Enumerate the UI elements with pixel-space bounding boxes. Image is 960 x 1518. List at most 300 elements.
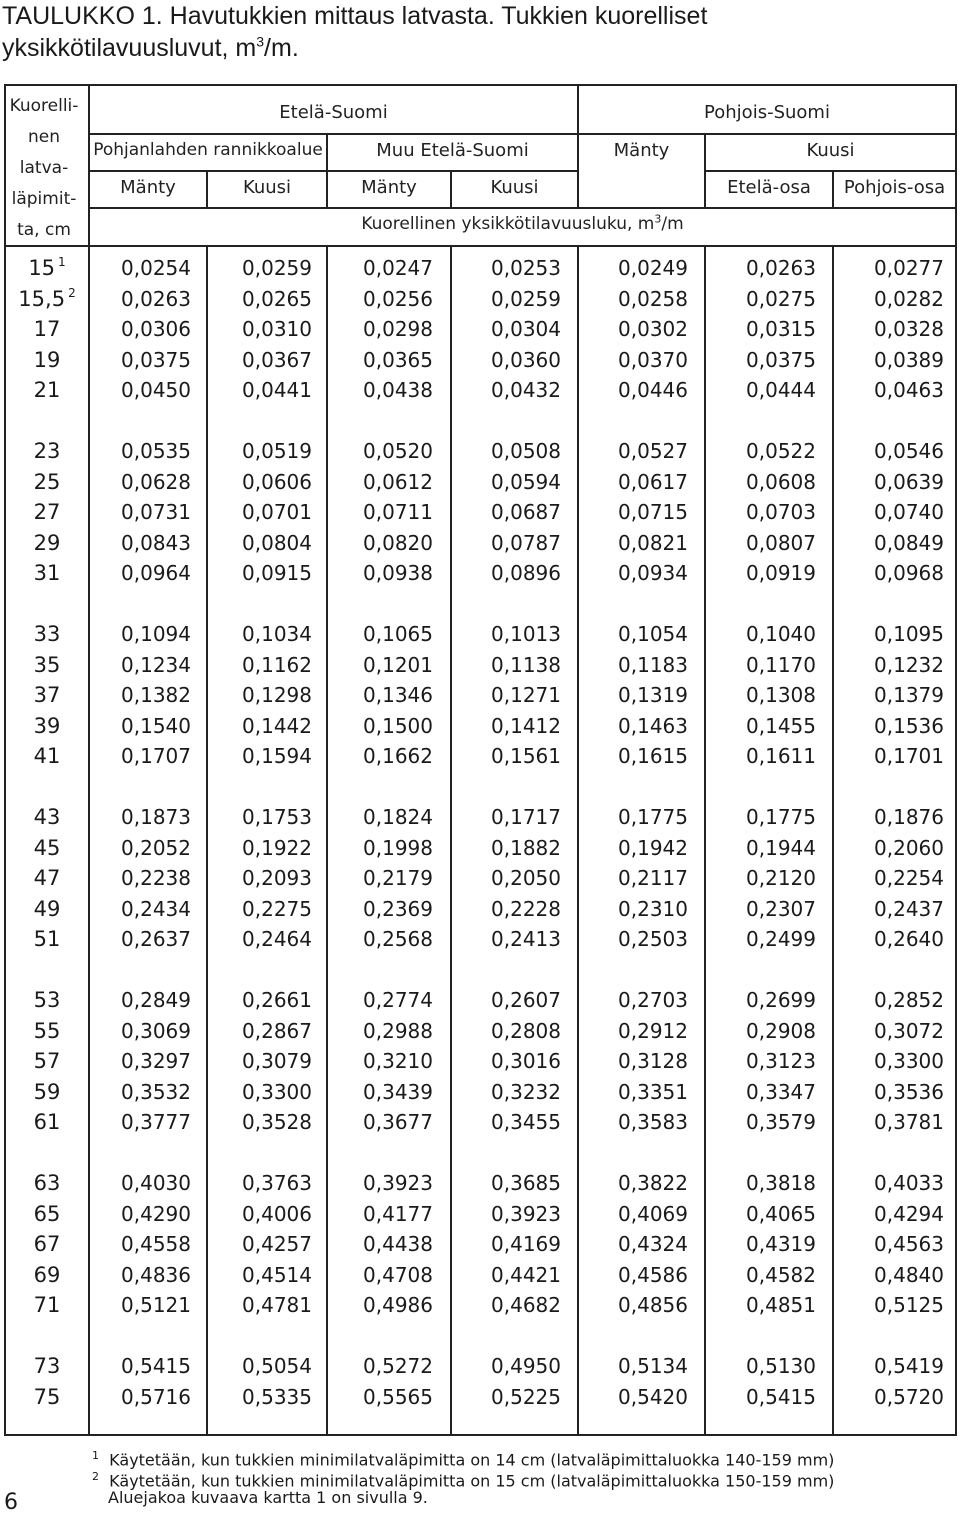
table-cell: 0,3297 xyxy=(121,1049,191,1074)
row-diameter-label xyxy=(7,680,87,710)
table-cell: 0,0508 xyxy=(491,439,561,463)
table-cell: 0,2179 xyxy=(363,866,433,891)
row-diameter-value: 39 xyxy=(33,713,61,738)
table-cell: 0,1234 xyxy=(121,652,191,677)
north-pine-header: Mänty xyxy=(613,140,670,161)
table-cell: 0,0687 xyxy=(491,500,561,525)
unit-label xyxy=(90,214,955,234)
row-diameter-value: 45 xyxy=(33,835,61,860)
table-cell: 0,0304 xyxy=(491,317,561,342)
col-divider-body-7 xyxy=(832,245,834,1434)
table-cell: 0,2437 xyxy=(874,896,944,921)
row-footnote-mark: 1 xyxy=(58,255,66,269)
row-diameter-value: 55 xyxy=(33,1018,61,1043)
row-diameter-label xyxy=(7,863,87,893)
table-cell: 0,3677 xyxy=(363,1110,433,1135)
table-cell: 0,0807 xyxy=(746,530,816,555)
table-cell: 0,5420 xyxy=(618,1384,688,1409)
table-cell: 0,3072 xyxy=(874,1018,944,1043)
table-cell: 0,3532 xyxy=(121,1079,191,1104)
table-cell: 0,4558 xyxy=(121,1232,191,1257)
table-cell: 0,2228 xyxy=(491,896,561,921)
table-cell: 0,2908 xyxy=(746,1018,816,1043)
table-cell: 0,1717 xyxy=(491,805,561,829)
table-cell: 0,1611 xyxy=(746,744,816,769)
table-cell: 0,3536 xyxy=(874,1079,944,1104)
row-diameter-value: 61 xyxy=(33,1110,61,1135)
table-cell: 0,3822 xyxy=(618,1171,688,1195)
table-cell: 0,1942 xyxy=(618,835,688,860)
table-cell: 0,1873 xyxy=(121,805,191,829)
table-cell: 0,4836 xyxy=(121,1262,191,1287)
row-diameter-value: 73 xyxy=(33,1354,61,1378)
row-diameter-label xyxy=(7,1077,87,1107)
table-cell: 0,5565 xyxy=(363,1384,433,1409)
table-cell: 0,0259 xyxy=(242,256,312,280)
row-diameter-label xyxy=(7,1351,87,1381)
table-cell: 0,1170 xyxy=(746,652,816,677)
table-cell: 0,1944 xyxy=(746,835,816,860)
table-cell: 0,0253 xyxy=(491,256,561,280)
row-header-line: läpimit- xyxy=(11,189,77,209)
table-cell: 0,0546 xyxy=(874,439,944,463)
table-cell: 0,0821 xyxy=(618,530,688,555)
row-diameter-label xyxy=(7,253,87,283)
table-cell: 0,0968 xyxy=(874,561,944,586)
table-cell: 0,3300 xyxy=(874,1049,944,1074)
table-cell: 0,2464 xyxy=(242,927,312,952)
table-cell: 0,1095 xyxy=(874,622,944,646)
table-cell: 0,3685 xyxy=(491,1171,561,1195)
row-diameter-value: 37 xyxy=(33,683,61,708)
header-rule-2b xyxy=(704,170,955,172)
table-cell: 0,3300 xyxy=(242,1079,312,1104)
table-cell: 0,4169 xyxy=(491,1232,561,1257)
table-cell: 0,0328 xyxy=(874,317,944,342)
table-cell: 0,0519 xyxy=(242,439,312,463)
row-diameter-label xyxy=(7,894,87,924)
table-cell: 0,0265 xyxy=(242,286,312,311)
table-cell: 0,4682 xyxy=(491,1293,561,1318)
table-cell: 0,2060 xyxy=(874,835,944,860)
row-diameter-label xyxy=(7,1229,87,1259)
row-diameter-value: 65 xyxy=(33,1201,61,1226)
table-cell: 0,1876 xyxy=(874,805,944,829)
row-diameter-value: 41 xyxy=(33,744,61,769)
table-cell: 0,3781 xyxy=(874,1110,944,1135)
table-cell: 0,4294 xyxy=(874,1201,944,1226)
table-cell: 0,3210 xyxy=(363,1049,433,1074)
table-cell: 0,3347 xyxy=(746,1079,816,1104)
table-cell: 0,0258 xyxy=(618,286,688,311)
table-cell: 0,0375 xyxy=(746,347,816,372)
table-cell: 0,0256 xyxy=(363,286,433,311)
table-cell: 0,0302 xyxy=(618,317,688,342)
table-cell: 0,0804 xyxy=(242,530,312,555)
table-cell: 0,3232 xyxy=(491,1079,561,1104)
table-cell: 0,5272 xyxy=(363,1354,433,1378)
row-diameter-label xyxy=(7,650,87,680)
table-cell: 0,2310 xyxy=(618,896,688,921)
table-cell: 0,4319 xyxy=(746,1232,816,1257)
subregion-coast-header: Pohjanlahden rannikkoalue xyxy=(93,140,323,160)
table-cell: 0,5054 xyxy=(242,1354,312,1378)
table-cell: 0,1379 xyxy=(874,683,944,708)
row-diameter-value: 15 xyxy=(28,256,56,280)
table-cell: 0,1271 xyxy=(491,683,561,708)
row-diameter-label xyxy=(7,284,87,314)
table-cell: 0,1232 xyxy=(874,652,944,677)
table-cell: 0,3528 xyxy=(242,1110,312,1135)
table-cell: 0,0441 xyxy=(242,378,312,403)
table-cell: 0,3128 xyxy=(618,1049,688,1074)
page-title xyxy=(2,0,952,64)
table-cell: 0,0522 xyxy=(746,439,816,463)
table-cell: 0,3777 xyxy=(121,1110,191,1135)
table-cell: 0,0527 xyxy=(618,439,688,463)
row-diameter-label xyxy=(7,833,87,863)
table-cell: 0,4563 xyxy=(874,1232,944,1257)
table-cell: 0,0915 xyxy=(242,561,312,586)
table-cell: 0,1824 xyxy=(363,805,433,829)
table-cell: 0,5134 xyxy=(618,1354,688,1378)
unit-label-sup: 3 xyxy=(654,212,662,226)
table-cell: 0,0310 xyxy=(242,317,312,342)
table-cell: 0,4851 xyxy=(746,1293,816,1318)
table-cell: 0,0298 xyxy=(363,317,433,342)
row-header-line: latva- xyxy=(19,158,69,178)
row-diameter-label xyxy=(7,1168,87,1198)
region-south-header: Etelä-Suomi xyxy=(279,102,388,123)
table-cell: 0,1346 xyxy=(363,683,433,708)
table-cell: 0,4324 xyxy=(618,1232,688,1257)
table-cell: 0,1775 xyxy=(746,805,816,829)
table-cell: 0,1701 xyxy=(874,744,944,769)
table-cell: 0,0375 xyxy=(121,347,191,372)
subregion-other-header: Muu Etelä-Suomi xyxy=(376,140,529,161)
row-diameter-value: 47 xyxy=(33,866,61,891)
table-cell: 0,0849 xyxy=(874,530,944,555)
table-cell: 0,4586 xyxy=(618,1262,688,1287)
table-cell: 0,4840 xyxy=(874,1262,944,1287)
table-cell: 0,2699 xyxy=(746,988,816,1012)
table-cell: 0,4582 xyxy=(746,1262,816,1287)
footnote-mark: 2 xyxy=(92,1470,99,1483)
footnote-mark: 1 xyxy=(92,1449,99,1462)
table-cell: 0,0446 xyxy=(618,378,688,403)
row-diameter-label xyxy=(7,314,87,344)
table-cell: 0,1775 xyxy=(618,805,688,829)
row-diameter-value: 67 xyxy=(33,1232,61,1257)
table-cell: 0,0444 xyxy=(746,378,816,403)
table-cell: 0,5720 xyxy=(874,1384,944,1409)
table-cell: 0,4708 xyxy=(363,1262,433,1287)
table-cell: 0,5225 xyxy=(491,1384,561,1409)
table-cell: 0,0360 xyxy=(491,347,561,372)
row-header-line: Kuorelli- xyxy=(9,96,79,116)
table-cell: 0,1536 xyxy=(874,713,944,738)
table-cell: 0,2050 xyxy=(491,866,561,891)
table-cell: 0,1308 xyxy=(746,683,816,708)
table-cell: 0,0701 xyxy=(242,500,312,525)
table-cell: 0,0306 xyxy=(121,317,191,342)
row-diameter-label xyxy=(7,1199,87,1229)
header-rule-4 xyxy=(6,245,955,247)
row-diameter-label xyxy=(7,985,87,1015)
row-diameter-value: 63 xyxy=(33,1171,61,1195)
row-diameter-value: 35 xyxy=(33,652,61,677)
table-cell: 0,1500 xyxy=(363,713,433,738)
row-diameter-label xyxy=(7,1016,87,1046)
table-cell: 0,1998 xyxy=(363,835,433,860)
unit-label-unit: /m xyxy=(661,214,684,234)
row-diameter-label xyxy=(7,497,87,527)
table-cell: 0,1442 xyxy=(242,713,312,738)
table-cell: 0,2607 xyxy=(491,988,561,1012)
table-cell: 0,0639 xyxy=(874,469,944,494)
table-cell: 0,0259 xyxy=(491,286,561,311)
row-diameter-label xyxy=(7,741,87,771)
table-cell: 0,4257 xyxy=(242,1232,312,1257)
table-cell: 0,1094 xyxy=(121,622,191,646)
table-cell: 0,3016 xyxy=(491,1049,561,1074)
row-diameter-value: 31 xyxy=(33,561,61,586)
page-number: 6 xyxy=(4,1490,18,1515)
table-cell: 0,5125 xyxy=(874,1293,944,1318)
table-cell: 0,2912 xyxy=(618,1018,688,1043)
table-cell: 0,2637 xyxy=(121,927,191,952)
table-cell: 0,2849 xyxy=(121,988,191,1012)
table-cell: 0,4438 xyxy=(363,1232,433,1257)
header-rule-1b xyxy=(577,133,955,135)
species-pine-1: Mänty xyxy=(120,177,176,198)
table-cell: 0,1463 xyxy=(618,713,688,738)
table-cell: 0,1034 xyxy=(242,622,312,646)
table-cell: 0,2307 xyxy=(746,896,816,921)
row-diameter-label xyxy=(7,467,87,497)
table-cell: 0,0628 xyxy=(121,469,191,494)
row-diameter-label xyxy=(7,1107,87,1137)
table-cell: 0,1662 xyxy=(363,744,433,769)
table-cell: 0,2093 xyxy=(242,866,312,891)
table-cell: 0,0367 xyxy=(242,347,312,372)
table-cell: 0,3455 xyxy=(491,1110,561,1135)
table-cell: 0,0520 xyxy=(363,439,433,463)
row-diameter-value: 19 xyxy=(33,347,61,372)
row-diameter-value: 33 xyxy=(33,622,61,646)
table-cell: 0,0315 xyxy=(746,317,816,342)
table-cell: 0,4950 xyxy=(491,1354,561,1378)
north-spruce-header: Kuusi xyxy=(806,140,855,161)
row-header-line: ta, cm xyxy=(17,220,71,240)
table-cell: 0,0365 xyxy=(363,347,433,372)
table-cell: 0,0247 xyxy=(363,256,433,280)
table-cell: 0,2434 xyxy=(121,896,191,921)
row-diameter-label xyxy=(7,619,87,649)
table-cell: 0,3923 xyxy=(363,1171,433,1195)
col-divider-body-3 xyxy=(326,245,328,1434)
table-cell: 0,0711 xyxy=(363,500,433,525)
row-diameter-value: 25 xyxy=(33,469,61,494)
table-cell: 0,2369 xyxy=(363,896,433,921)
table-cell: 0,3583 xyxy=(618,1110,688,1135)
species-spruce-2: Kuusi xyxy=(490,177,539,198)
table-cell: 0,1382 xyxy=(121,683,191,708)
table-cell: 0,1922 xyxy=(242,835,312,860)
table-cell: 0,2499 xyxy=(746,927,816,952)
table-cell: 0,2640 xyxy=(874,927,944,952)
title-line-1: TAULUKKO 1. Havutukkien mittaus latvasta. Tukkien kuorelliset xyxy=(2,2,708,30)
table-cell: 0,3351 xyxy=(618,1079,688,1104)
table-cell: 0,5415 xyxy=(746,1384,816,1409)
footnote-text: Käytetään, kun tukkien minimilatvaläpimitta on 15 cm (latvaläpimittaluokka 150-159 mm) xyxy=(109,1471,835,1491)
header-rule-2 xyxy=(88,170,577,172)
row-diameter-label xyxy=(7,711,87,741)
table-cell: 0,1540 xyxy=(121,713,191,738)
table-cell: 0,0964 xyxy=(121,561,191,586)
row-diameter-label xyxy=(7,1046,87,1076)
table-cell: 0,4065 xyxy=(746,1201,816,1226)
table-cell: 0,2238 xyxy=(121,866,191,891)
table-cell: 0,2661 xyxy=(242,988,312,1012)
row-diameter-label xyxy=(7,924,87,954)
table-cell: 0,0263 xyxy=(121,286,191,311)
row-diameter-label xyxy=(7,436,87,466)
row-diameter-label xyxy=(7,1290,87,1320)
species-pine-2: Mänty xyxy=(361,177,417,198)
table-cell: 0,0450 xyxy=(121,378,191,403)
table-cell: 0,0275 xyxy=(746,286,816,311)
table-cell: 0,3123 xyxy=(746,1049,816,1074)
table-cell: 0,1594 xyxy=(242,744,312,769)
footnote-text: Aluejakoa kuvaava kartta 1 on sivulla 9. xyxy=(108,1488,428,1507)
table-cell: 0,3579 xyxy=(746,1110,816,1135)
row-diameter-value: 21 xyxy=(33,378,61,403)
table-cell: 0,4986 xyxy=(363,1293,433,1318)
table-cell: 0,0731 xyxy=(121,500,191,525)
header-rule-1 xyxy=(88,133,577,135)
table-cell: 0,2052 xyxy=(121,835,191,860)
row-footnote-mark: 2 xyxy=(68,285,76,300)
table-cell: 0,4069 xyxy=(618,1201,688,1226)
table-cell: 0,2503 xyxy=(618,927,688,952)
row-diameter-value: 69 xyxy=(33,1262,61,1287)
table-cell: 0,1412 xyxy=(491,713,561,738)
row-diameter-value: 49 xyxy=(33,896,61,921)
table-cell: 0,1013 xyxy=(491,622,561,646)
title-line-2-sup: 3 xyxy=(256,33,265,50)
table-cell: 0,2808 xyxy=(491,1018,561,1043)
table-cell: 0,0535 xyxy=(121,439,191,463)
table-cell: 0,2867 xyxy=(242,1018,312,1043)
table-cell: 0,3439 xyxy=(363,1079,433,1104)
table-cell: 0,0787 xyxy=(491,530,561,555)
table-cell: 0,0254 xyxy=(121,256,191,280)
table-cell: 0,1298 xyxy=(242,683,312,708)
table-cell: 0,1319 xyxy=(618,683,688,708)
header-rule-3 xyxy=(88,207,955,209)
table-cell: 0,2117 xyxy=(618,866,688,891)
table-cell: 0,0389 xyxy=(874,347,944,372)
table-cell: 0,1455 xyxy=(746,713,816,738)
table-cell: 0,1753 xyxy=(242,805,312,829)
table-cell: 0,0249 xyxy=(618,256,688,280)
table-cell: 0,0617 xyxy=(618,469,688,494)
table-cell: 0,2568 xyxy=(363,927,433,952)
table-cell: 0,0740 xyxy=(874,500,944,525)
table-cell: 0,2254 xyxy=(874,866,944,891)
table-cell: 0,0896 xyxy=(491,561,561,586)
table-cell: 0,1162 xyxy=(242,652,312,677)
table-cell: 0,5335 xyxy=(242,1384,312,1409)
table-cell: 0,3069 xyxy=(121,1018,191,1043)
table-cell: 0,4033 xyxy=(874,1171,944,1195)
footnote-text: Käytetään, kun tukkien minimilatvaläpimitta on 14 cm (latvaläpimittaluokka 140-159 mm) xyxy=(109,1450,835,1470)
table-cell: 0,4421 xyxy=(491,1262,561,1287)
row-diameter-label xyxy=(7,528,87,558)
row-diameter-value: 53 xyxy=(33,988,61,1012)
table-cell: 0,2275 xyxy=(242,896,312,921)
unit-label-text: Kuorellinen yksikkötilavuusluku, m xyxy=(361,214,655,234)
table-cell: 0,4006 xyxy=(242,1201,312,1226)
table-cell: 0,1615 xyxy=(618,744,688,769)
table-cell: 0,4030 xyxy=(121,1171,191,1195)
table-cell: 0,0703 xyxy=(746,500,816,525)
table-cell: 0,0282 xyxy=(874,286,944,311)
table-cell: 0,5121 xyxy=(121,1293,191,1318)
row-diameter-value: 51 xyxy=(33,927,61,952)
col-divider-body-2 xyxy=(206,245,208,1434)
row-diameter-value: 59 xyxy=(33,1079,61,1104)
table-cell: 0,3763 xyxy=(242,1171,312,1195)
row-diameter-value: 43 xyxy=(33,805,61,829)
table-cell: 0,0370 xyxy=(618,347,688,372)
table-cell: 0,0608 xyxy=(746,469,816,494)
table-cell: 0,4177 xyxy=(363,1201,433,1226)
table-cell: 0,3923 xyxy=(491,1201,561,1226)
species-spruce-1: Kuusi xyxy=(242,177,292,198)
col-divider-1 xyxy=(88,86,90,1434)
table-cell: 0,5716 xyxy=(121,1384,191,1409)
footnote-3 xyxy=(108,1488,428,1508)
row-diameter-label xyxy=(7,1382,87,1412)
col-divider-body-6 xyxy=(704,245,706,1434)
table-cell: 0,2988 xyxy=(363,1018,433,1043)
table-cell: 0,0432 xyxy=(491,378,561,403)
table-cell: 0,0934 xyxy=(618,561,688,586)
row-diameter-label xyxy=(7,375,87,405)
table-cell: 0,2703 xyxy=(618,988,688,1012)
table-cell: 0,0715 xyxy=(618,500,688,525)
row-diameter-value: 57 xyxy=(33,1049,61,1074)
row-header-label xyxy=(0,91,90,246)
table-cell: 0,0820 xyxy=(363,530,433,555)
region-north-header: Pohjois-Suomi xyxy=(704,102,830,123)
table-cell: 0,2774 xyxy=(363,988,433,1012)
row-diameter-value: 23 xyxy=(33,439,61,463)
row-diameter-value: 27 xyxy=(33,500,61,525)
row-diameter-value: 75 xyxy=(33,1384,61,1409)
table-cell: 0,1138 xyxy=(491,652,561,677)
table-cell: 0,5130 xyxy=(746,1354,816,1378)
table-cell: 0,2413 xyxy=(491,927,561,952)
title-line-2 xyxy=(2,32,952,64)
row-diameter-label xyxy=(7,345,87,375)
table-cell: 0,0594 xyxy=(491,469,561,494)
row-header-line: nen xyxy=(27,127,60,147)
table-cell: 0,5415 xyxy=(121,1354,191,1378)
table-cell: 0,1707 xyxy=(121,744,191,769)
